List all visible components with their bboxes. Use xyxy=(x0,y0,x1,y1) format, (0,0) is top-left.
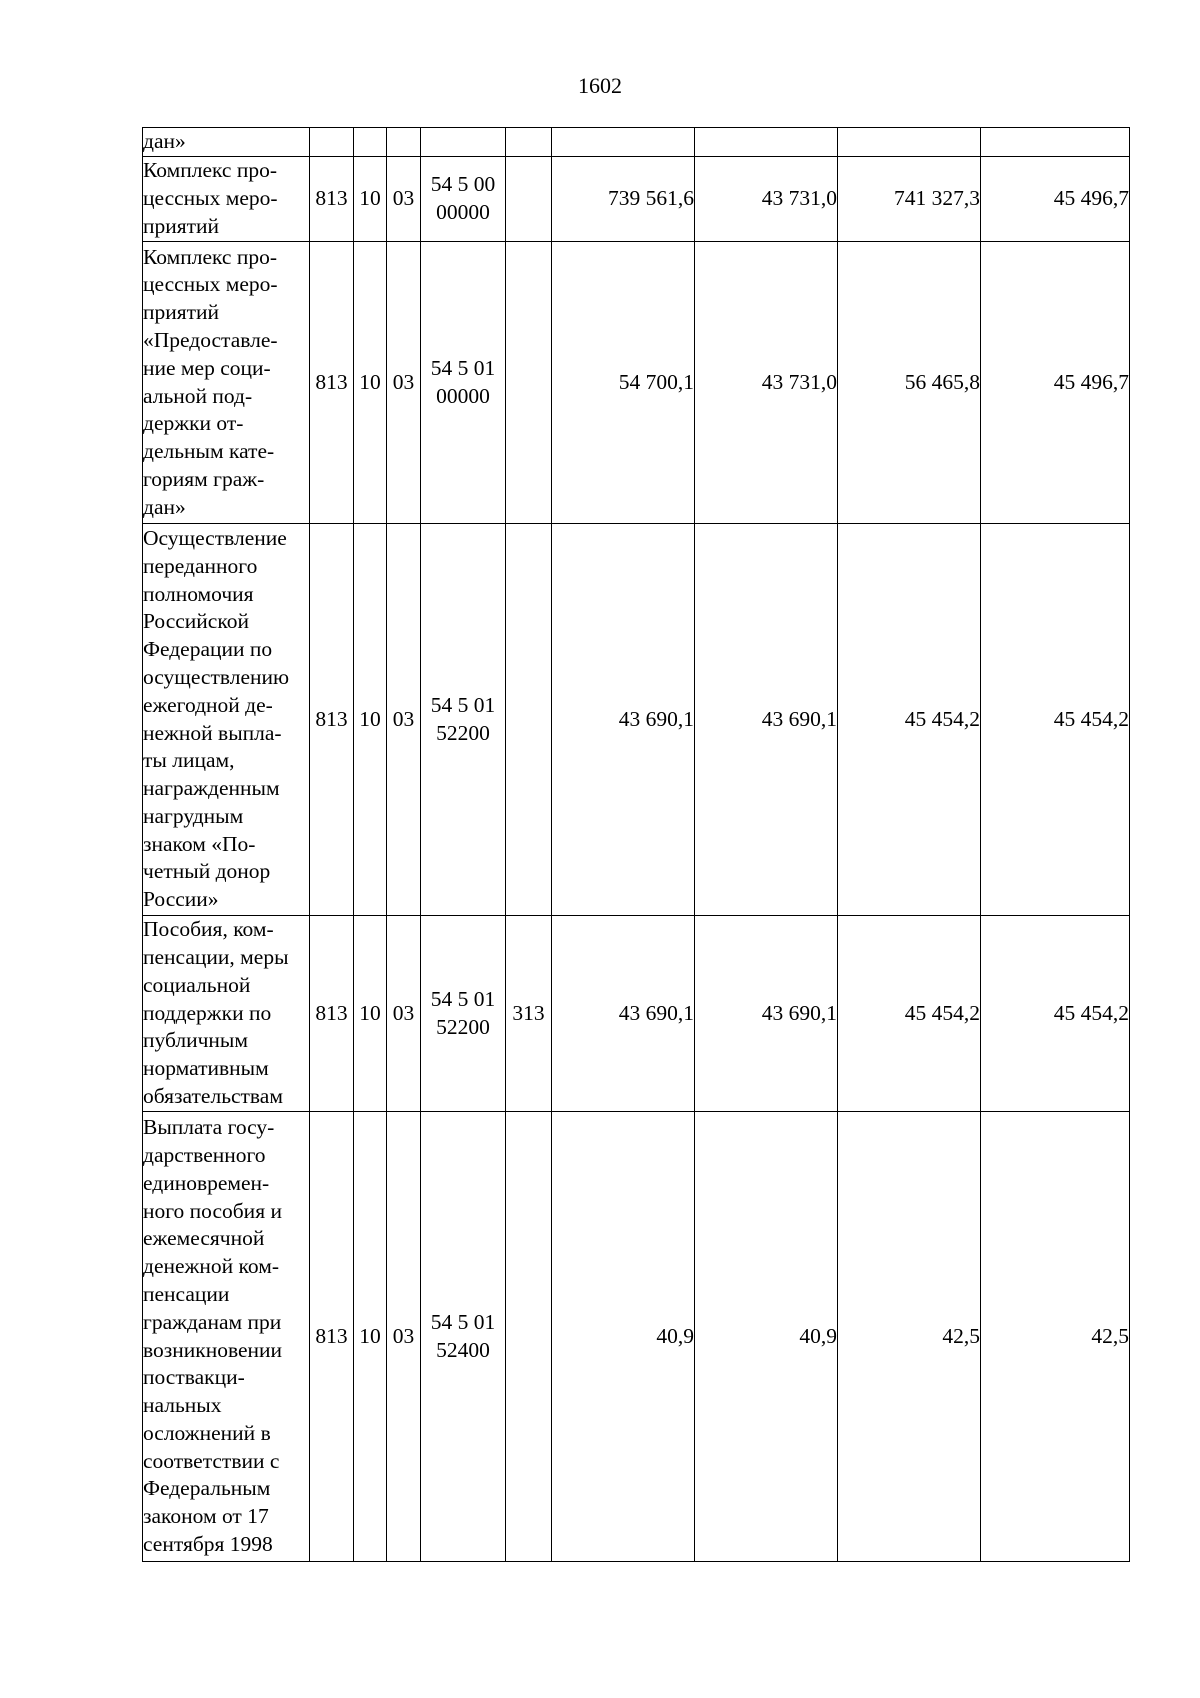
ministry-code-cell: 813 xyxy=(310,242,354,524)
ministry-code-cell xyxy=(310,128,354,157)
item-name-cell xyxy=(143,916,310,1112)
item-name-line: приятий xyxy=(143,300,220,325)
ministry-code-cell: 813 xyxy=(310,1112,354,1562)
amount-cell: 43 731,0 xyxy=(695,242,838,524)
item-name-line: обязательствам xyxy=(143,1083,283,1108)
amount-cell: 40,9 xyxy=(552,1112,695,1562)
expense-type-cell xyxy=(506,128,552,157)
expense-type-cell: 313 xyxy=(506,916,552,1112)
amount-cell: 45 454,2 xyxy=(838,524,981,916)
amount-cell xyxy=(981,128,1130,157)
expense-type-cell xyxy=(506,242,552,524)
item-name-line: Федерации по xyxy=(143,637,273,662)
item-name-line: Российской xyxy=(143,609,249,634)
item-name-line: дарственного xyxy=(143,1142,266,1167)
item-name-cell xyxy=(143,1112,310,1562)
item-name-line: цессных меро- xyxy=(143,186,278,211)
item-name-line: дан» xyxy=(143,494,186,519)
item-name-line: «Предоставле- xyxy=(143,327,278,352)
item-name-line: Комплекс про- xyxy=(143,244,277,269)
table-body xyxy=(143,128,1130,1562)
amount-cell: 45 454,2 xyxy=(981,524,1130,916)
expense-type-cell xyxy=(506,1112,552,1562)
item-name-line: дан» xyxy=(143,129,186,154)
section-code-cell: 10 xyxy=(354,242,387,524)
subsection-code-cell: 03 xyxy=(387,1112,421,1562)
ministry-code-cell: 813 xyxy=(310,524,354,916)
item-name-cell xyxy=(143,242,310,524)
amount-cell: 40,9 xyxy=(695,1112,838,1562)
amount-cell: 43 731,0 xyxy=(695,157,838,242)
item-name-line: осуществлению xyxy=(143,664,290,689)
subsection-code-cell: 03 xyxy=(387,242,421,524)
item-name-line: четный донор xyxy=(143,859,271,884)
ministry-code-cell: 813 xyxy=(310,157,354,242)
item-name-line: альной под- xyxy=(143,383,253,408)
section-code-cell: 10 xyxy=(354,157,387,242)
item-name-line: нормативным xyxy=(143,1056,269,1081)
target-article-cell: 54 5 01 00000 xyxy=(421,242,506,524)
item-name-line: пенсации, меры xyxy=(143,945,289,969)
target-article-cell: 54 5 00 00000 xyxy=(421,157,506,242)
amount-cell: 45 496,7 xyxy=(981,157,1130,242)
item-name-line: Осуществление xyxy=(143,525,287,550)
table-row xyxy=(143,242,1130,524)
item-name-line: поддержки по xyxy=(143,1000,272,1025)
item-name-line: полномочия xyxy=(143,581,254,606)
item-name-line: ежемесячной xyxy=(143,1226,265,1251)
item-name-line: социальной xyxy=(143,972,251,997)
item-name-line: цессных меро- xyxy=(143,272,278,297)
section-code-cell: 10 xyxy=(354,1112,387,1562)
item-name-line: законом от 17 xyxy=(143,1504,269,1529)
amount-cell: 43 690,1 xyxy=(552,524,695,916)
item-name-line: поствакци- xyxy=(143,1365,245,1390)
amount-cell xyxy=(838,128,981,157)
item-name-line: ного пособия и xyxy=(143,1198,282,1223)
subsection-code-cell: 03 xyxy=(387,157,421,242)
item-name-line: России» xyxy=(143,887,219,912)
page-number: 1602 xyxy=(578,73,622,98)
subsection-code-cell xyxy=(387,128,421,157)
section-code-cell xyxy=(354,128,387,157)
subsection-code-cell: 03 xyxy=(387,524,421,916)
item-name-line: ние мер соци- xyxy=(143,355,271,380)
budget-table xyxy=(142,127,1130,1562)
amount-cell: 42,5 xyxy=(838,1112,981,1562)
section-code-cell: 10 xyxy=(354,916,387,1112)
item-name-line: гориям граж- xyxy=(143,466,265,491)
amount-cell: 56 465,8 xyxy=(838,242,981,524)
item-name-line: возникновении xyxy=(143,1337,283,1362)
amount-cell: 43 690,1 xyxy=(695,916,838,1112)
expense-type-cell xyxy=(506,157,552,242)
item-name-cell xyxy=(143,524,310,916)
item-name-line: соответствии с xyxy=(143,1448,280,1473)
item-name-line: знаком «По- xyxy=(143,831,256,856)
item-name-line: Пособия, ком- xyxy=(143,917,274,942)
table-row xyxy=(143,157,1130,242)
item-name-line: дельным кате- xyxy=(143,439,275,464)
subsection-code-cell: 03 xyxy=(387,916,421,1112)
item-name-line: Комплекс про- xyxy=(143,158,277,183)
item-name-line: переданного xyxy=(143,553,258,578)
item-name-line: сентября 1998 xyxy=(143,1532,273,1557)
table-row xyxy=(143,916,1130,1112)
item-name-line: ты лицам, xyxy=(143,748,235,773)
ministry-code-cell: 813 xyxy=(310,916,354,1112)
target-article-cell xyxy=(421,128,506,157)
item-name-cell xyxy=(143,157,310,242)
item-name-line: Выплата госу- xyxy=(143,1115,275,1140)
item-name-line: держки от- xyxy=(143,411,244,436)
item-name-line: нагрудным xyxy=(143,803,244,828)
amount-cell xyxy=(552,128,695,157)
item-name-line: награжденным xyxy=(143,776,280,801)
item-name-line: Федеральным xyxy=(143,1476,271,1501)
amount-cell: 54 700,1 xyxy=(552,242,695,524)
table-row xyxy=(143,524,1130,916)
item-name-line: нальных xyxy=(143,1393,222,1418)
item-name-line: гражданам при xyxy=(143,1309,282,1334)
item-name-line: приятий xyxy=(143,213,220,238)
item-name-line: осложнений в xyxy=(143,1420,271,1445)
item-name-line: денежной ком- xyxy=(143,1254,279,1279)
section-code-cell: 10 xyxy=(354,524,387,916)
target-article-cell: 54 5 01 52200 xyxy=(421,916,506,1112)
expense-type-cell xyxy=(506,524,552,916)
item-name-line: нежной выпла- xyxy=(143,720,282,745)
amount-cell: 741 327,3 xyxy=(838,157,981,242)
amount-cell: 43 690,1 xyxy=(695,524,838,916)
target-article-cell: 54 5 01 52200 xyxy=(421,524,506,916)
amount-cell: 45 496,7 xyxy=(981,242,1130,524)
item-name-cell xyxy=(143,128,310,157)
item-name-line: единовремен- xyxy=(143,1170,270,1195)
item-name-line: ежегодной де- xyxy=(143,692,273,717)
item-name-line: пенсации xyxy=(143,1281,230,1306)
amount-cell: 42,5 xyxy=(981,1112,1130,1562)
amount-cell: 45 454,2 xyxy=(981,916,1130,1112)
table-row xyxy=(143,1112,1130,1562)
table-row xyxy=(143,128,1130,157)
target-article-cell: 54 5 01 52400 xyxy=(421,1112,506,1562)
item-name-line: публичным xyxy=(143,1028,248,1053)
amount-cell: 45 454,2 xyxy=(838,916,981,1112)
amount-cell: 43 690,1 xyxy=(552,916,695,1112)
amount-cell xyxy=(695,128,838,157)
amount-cell: 739 561,6 xyxy=(552,157,695,242)
